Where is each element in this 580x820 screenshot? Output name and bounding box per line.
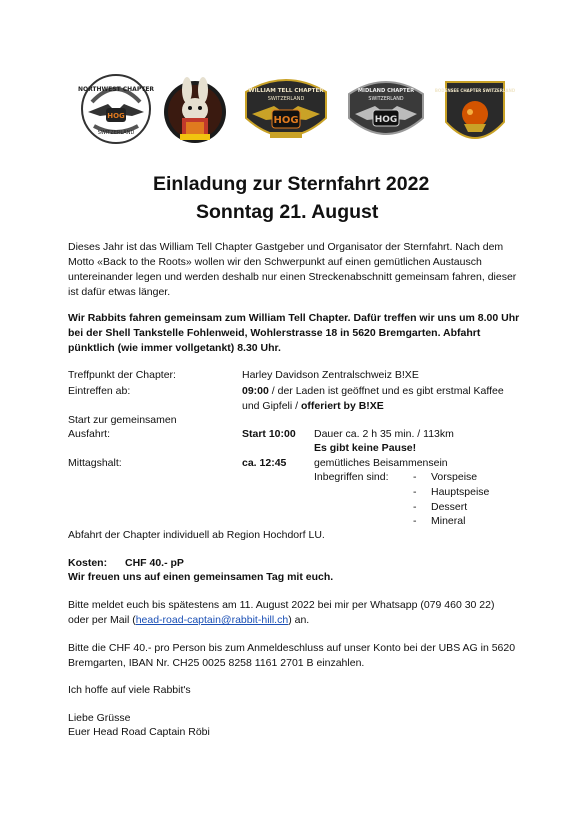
register-line-1: Bitte meldet euch bis spätestens am 11. August 2022 bei mir per Whatsapp (079 460 30 22) [68,599,495,611]
eintreffen-line-2 [242,399,384,414]
mittag-label: Mittagshalt: [68,457,122,469]
logo-text: MIDLAND CHAPTER [357,88,415,94]
included-item: Hauptspeise [431,486,490,498]
chapter-logos-row [70,72,520,156]
meeting-paragraph: Wir Rabbits fahren gemeinsam zum William Tell Chapter. Dafür treffen wir uns um 8.00 Uhr bei der Shell Tankstelle Fohlenweid, Wohlerstrasse 18 in 5620 Bremgarten. Abfahrt pünktlich (wie immer vollgetankt) 8.30 Uhr. [68,312,520,354]
email-link[interactable]: head-road-captain@rabbit-hill.ch [135,614,289,626]
rabbit-chapter-logo [162,72,228,152]
intro-paragraph: Dieses Jahr ist das William Tell Chapter Gastgeber und Organisator der Sternfahrt. Nach dem Motto «Back to the Roots» wollen wir den Schwerpunkt auf einen gemütlichen Austausch untereinander legen und werden deshalb nur einen Streckenabschnitt gemeinsam fahren, dieser ist dafür etwas länger. [68,241,517,298]
eintreffen-label: Eintreffen ab: [68,385,131,397]
included-bullet: - [413,515,417,527]
page-title: Einladung zur Sternfahrt 2022 [153,173,430,195]
eintreffen-time: 09:00 [242,385,269,397]
departure-note: Abfahrt der Chapter individuell ab Region Hochdorf LU. [68,529,325,541]
logo-text: NORTHWEST CHAPTER [77,86,155,93]
eintreffen-offered: offeriert by B!XE [300,400,384,412]
svg-text:HOG: HOG [374,115,398,125]
included-item: Vorspeise [431,471,478,483]
included-bullet: - [413,471,417,483]
start-duration: Dauer ca. 2 h 35 min. / 113km [314,428,454,440]
start-label-2: Ausfahrt: [68,428,111,440]
logo-text: SWITZERLAND [368,97,404,102]
eintreffen-text-2: und Gipfeli / [242,400,301,412]
mittag-text: gemütliches Beisammensein [314,457,448,469]
logo-text: BODENSEE CHAPTER SWITZERLAND [434,88,516,93]
greeting-line: Liebe Grüsse [68,712,131,724]
register-post: ) an. [288,614,310,626]
page-subtitle-date: Sonntag 21. August [196,201,379,223]
signature-line: Euer Head Road Captain Röbi [68,726,210,738]
cost-label: Kosten: [68,557,108,569]
payment-paragraph: Bitte die CHF 40.- pro Person bis zum Anmeldeschluss auf unser Konto bei der UBS AG in 5620 Bremgarten, IBAN Nr. CH25 0025 8258 1161 2701 B einzahlen. [68,642,516,669]
looking-forward-note: Wir freuen uns auf einen gemeinsamen Tag mit euch. [68,571,334,583]
eintreffen-line [242,384,504,399]
bodensee-chapter-logo [434,72,516,152]
treffpunkt-label: Treffpunkt der Chapter: [68,369,176,381]
treffpunkt-value: Harley Davidson Zentralschweiz B!XE [242,369,419,381]
included-label: Inbegriffen sind: [314,471,389,483]
cost-value: CHF 40.- pP [125,557,184,569]
william-tell-chapter-logo [240,72,332,152]
hope-line: Ich hoffe auf viele Rabbit's [68,684,191,696]
midland-chapter-logo [345,72,427,150]
no-break-note: Es gibt keine Pause! [314,442,417,454]
eintreffen-text: / der Laden ist geöffnet und es gibt erstmal Kaffee [268,385,504,397]
svg-text:HOG: HOG [107,112,125,120]
register-line-2 [68,613,309,628]
included-bullet: - [413,486,417,498]
start-time: Start 10:00 [242,428,296,440]
svg-text:HOG: HOG [273,115,299,126]
start-label-1: Start zur gemeinsamen [68,414,177,426]
register-pre: oder per Mail ( [68,614,136,626]
logo-text: SWITZERLAND [97,130,135,136]
logo-text: SWITZERLAND [267,96,305,102]
included-item: Dessert [431,501,468,513]
included-bullet: - [413,501,417,513]
logo-text: WILLIAM TELL CHAPTER [248,88,324,94]
northwest-chapter-logo [78,72,154,146]
included-item: Mineral [431,515,466,527]
mittag-time: ca. 12:45 [242,457,287,469]
